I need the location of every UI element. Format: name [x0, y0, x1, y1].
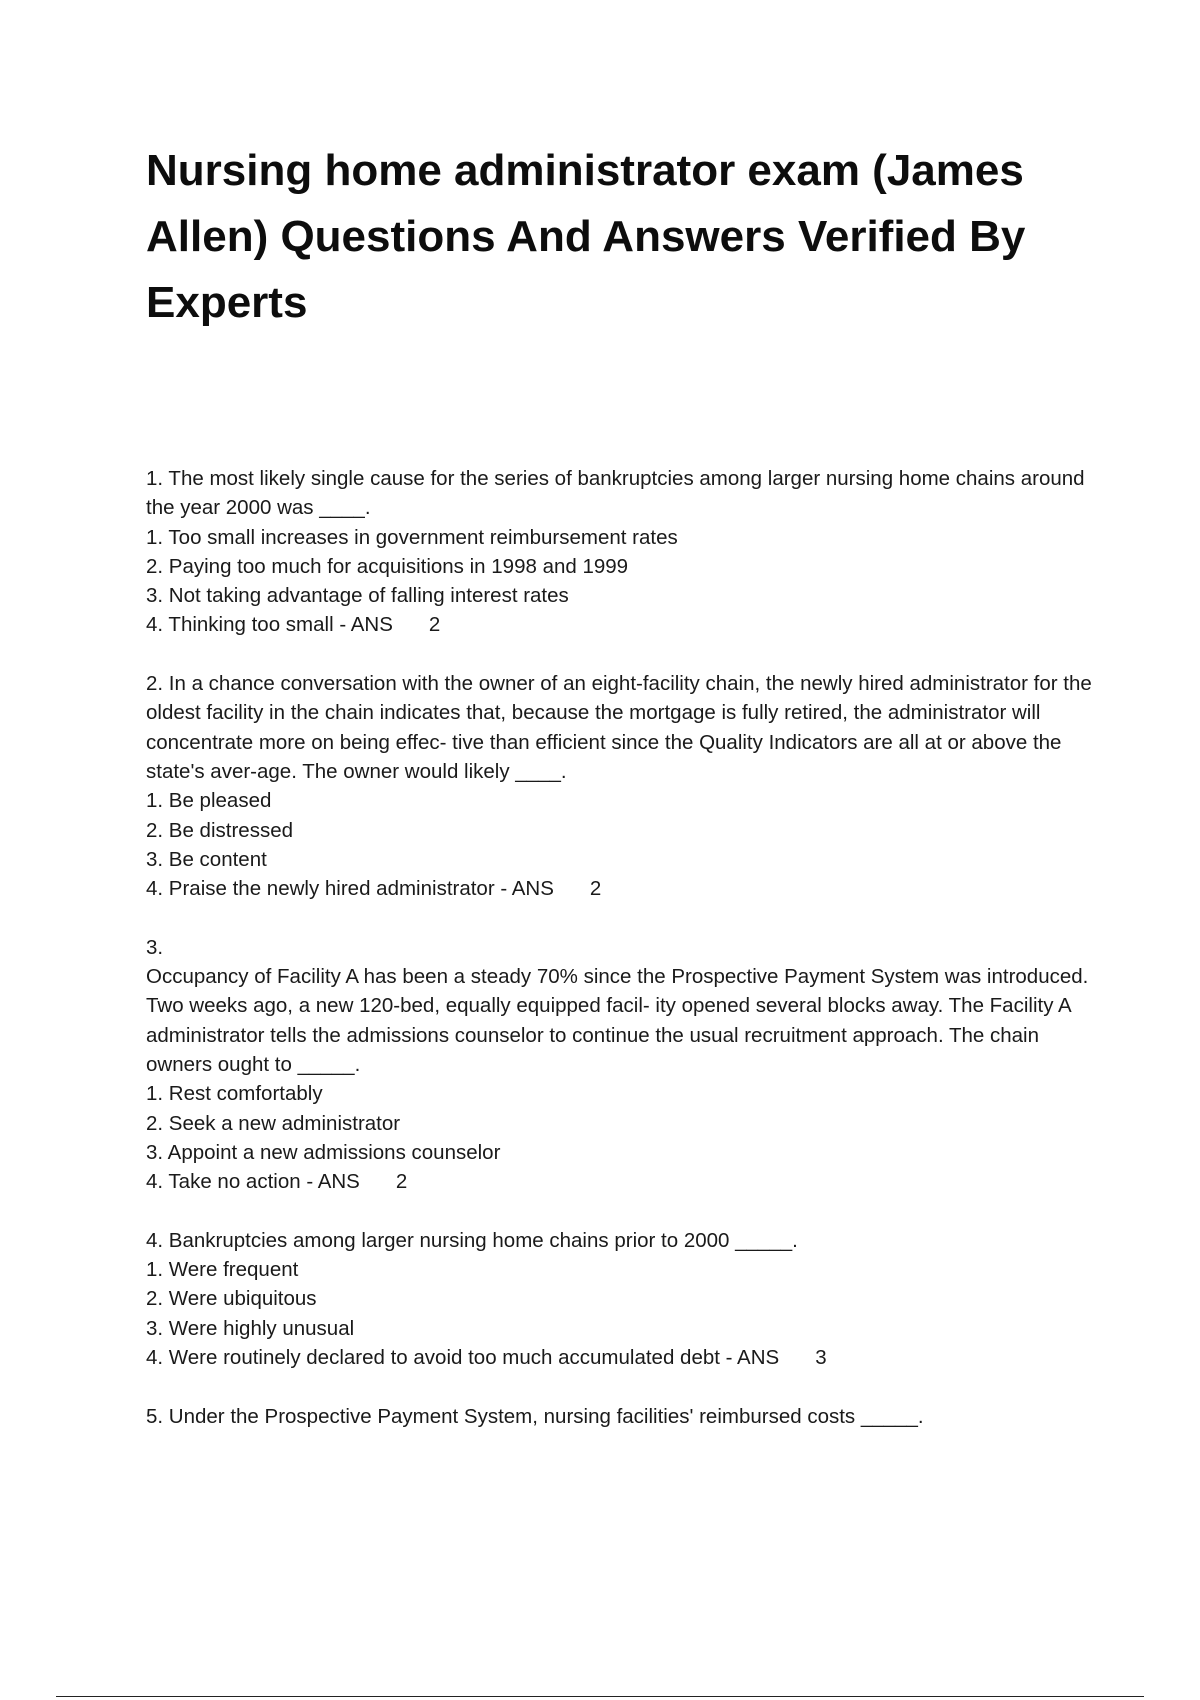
answer-option: 1. Rest comfortably: [146, 1082, 323, 1106]
answer-option: 2. Be distressed: [146, 818, 293, 842]
answer-option: 3. Were highly unusual: [146, 1316, 355, 1340]
answer-option-last: [146, 1343, 1106, 1372]
answer-option: 1. Too small increases in government reimbursement rates: [146, 525, 678, 549]
answer-option-label: 4. Praise the newly hired administrator - ANS: [146, 877, 554, 901]
answer-option: 3. Appoint a new admissions counselor: [146, 1140, 501, 1164]
answer-key: 2: [428, 613, 441, 637]
question-text: 4. Bankruptcies among larger nursing home chains prior to 2000 _____.: [146, 1228, 798, 1252]
answer-option: 3. Not taking advantage of falling interest rates: [146, 584, 569, 608]
answer-option: 3. Be content: [146, 847, 267, 871]
footer-divider: [56, 1696, 1144, 1697]
answer-option-label: 4. Take no action - ANS: [146, 1170, 360, 1194]
question-text: 5. Under the Prospective Payment System, nursing facilities' reimbursed costs _____.: [146, 1404, 924, 1428]
question-list: [146, 464, 1106, 1460]
question-text: 2. In a chance conversation with the owner of an eight-facility chain, the newly hired administrator for the oldest facility in the chain indicates that, because the mortgage is fully retired, the administrator will concentrate more on being effec- tive than efficient since the Quality Indicators are all at or above the state's aver-age. The owner would likely ____.: [146, 672, 1092, 783]
answer-option-label: 4. Thinking too small - ANS: [146, 613, 393, 637]
question-1: [146, 464, 1106, 640]
answer-option: 2. Paying too much for acquisitions in 1998 and 1999: [146, 554, 629, 578]
answer-key: 3: [815, 1345, 827, 1369]
question-text: Occupancy of Facility A has been a steady 70% since the Prospective Payment System was introduced. Two weeks ago, a new 120-bed, equally equipped facil- ity opened several blocks away. The Facility A administrator tells the admissions counselor to continue the usual recruitment approach. The chain owners ought to _____.: [146, 965, 1089, 1076]
answer-option-label: 4. Were routinely declared to avoid too much accumulated debt - ANS: [146, 1345, 780, 1369]
question-number: 3.: [146, 935, 164, 959]
answer-option: 2. Seek a new administrator: [146, 1111, 401, 1135]
answer-key: 2: [589, 877, 602, 901]
answer-option: 1. Were frequent: [146, 1258, 299, 1282]
document-title: Nursing home administrator exam (James Allen) Questions And Answers Verified By Experts: [146, 146, 1026, 327]
question-text: 1. The most likely single cause for the series of bankruptcies among larger nursing home chains around the year 2000 was ____.: [146, 467, 1085, 520]
answer-option: 1. Be pleased: [146, 789, 272, 813]
question-3: [146, 933, 1106, 1197]
question-4: [146, 1226, 1106, 1372]
answer-option: 2. Were ubiquitous: [146, 1287, 317, 1311]
answer-option-last: [146, 610, 1106, 639]
answer-key: 2: [395, 1170, 408, 1194]
answer-option-last: [146, 874, 1106, 903]
question-2: [146, 669, 1106, 903]
question-5: [146, 1402, 1106, 1431]
answer-option-last: [146, 1167, 1106, 1196]
